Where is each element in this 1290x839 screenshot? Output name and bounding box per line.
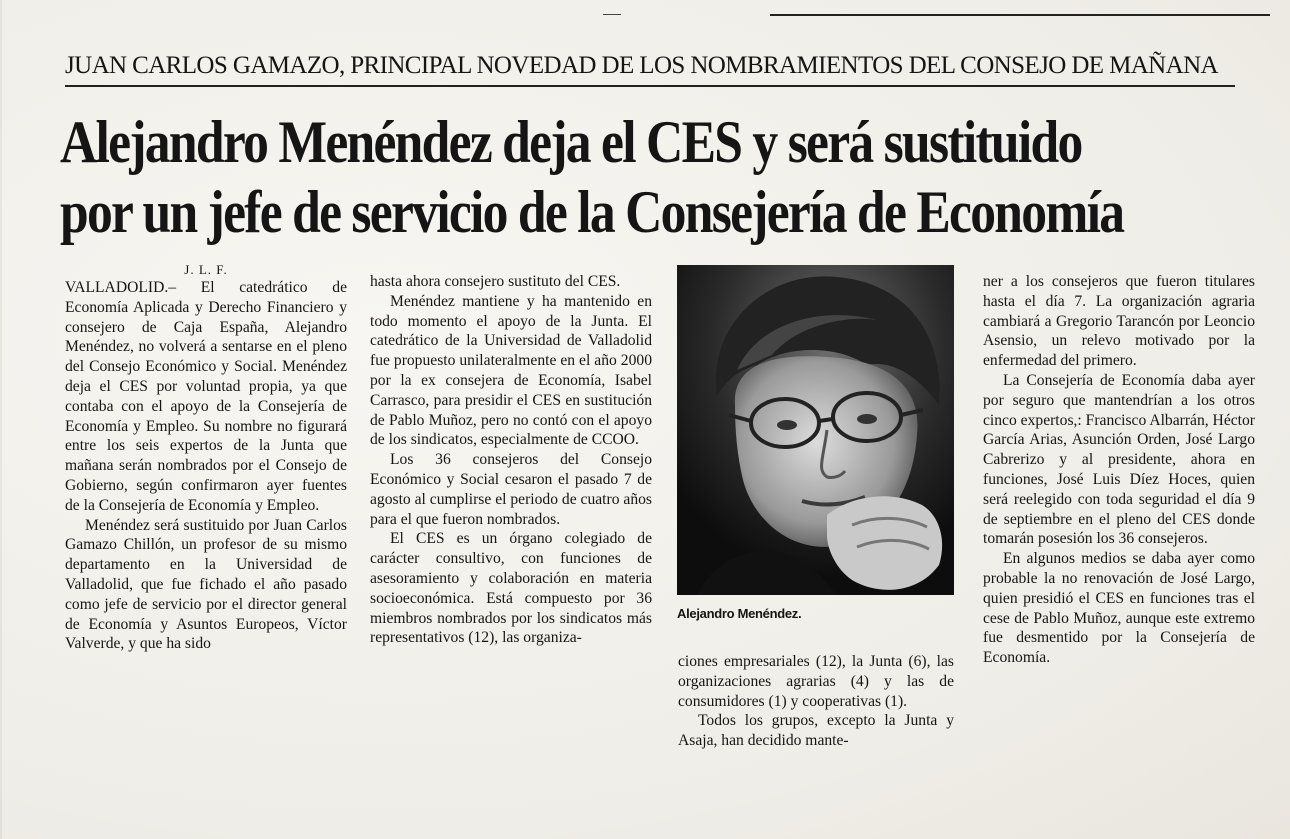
paragraph: El CES es un órgano colegiado de carácter consultivo, con funciones de asesoramiento y colaboración en materia socioeconómica. Está compuesto por 36 miembros nombrados por los sindicatos más representativos (12), las organiza- (370, 530, 652, 647)
paragraph: VALLADOLID.– El catedrático de Economía Aplicada y Derecho Financiero y consejero de Caja España, Alejandro Menéndez, no volverá a sentarse en el pleno del Consejo Económico y Social. Menéndez deja el CES por voluntad propia, ya que contaba con el apoyo de la Consejería de Economía y Empleo. Su nombre no figurará entre los seis expertos de la Junta que mañana serán nombrados por el Consejo de Gobierno, según confirmaron ayer fuentes de la Consejería de Economía y Empleo. (65, 279, 347, 514)
photo-caption: Alejandro Menéndez. (677, 606, 802, 621)
headline-line-1: Alejandro Menéndez deja el CES y será sustituido (60, 109, 1082, 175)
top-rule-short (603, 14, 621, 15)
article-headline (60, 107, 1124, 247)
paragraph: Todos los grupos, excepto la Junta y Asaja, han decidido mante- (678, 712, 954, 750)
article-column-3 (678, 652, 954, 751)
paragraph: ner a los consejeros que fueron titulares hasta el día 7. La organización agraria cambiará a Gregorio Tarancón por Leoncio Asensio, un relevo motivado por la enfermedad del primero. (983, 273, 1255, 370)
paragraph: Los 36 consejeros del Consejo Económico y Social cesaron el pasado 7 de agosto al cumplirse el periodo de cuatro años para el que fueron nombrados. (370, 451, 652, 528)
byline: J. L. F. (184, 262, 228, 277)
paragraph: hasta ahora consejero sustituto del CES. (370, 273, 621, 290)
headline-line-2: por un jefe de servicio de la Consejería de Economía (60, 179, 1124, 245)
article-column-4 (983, 272, 1255, 668)
paragraph: La Consejería de Economía daba ayer por seguro que mantendrían a los otros cinco expertos,: Francisco Albarrán, Héctor García Arias, Asunción Orden, José Largo Cabrerizo y al presidente, ahora en funciones, José Luis Díez Hoces, quien será reelegido con toda seguridad el día 9 de septiembre en el pleno del CES donde tomarán posesión los 36 consejeros. (983, 371, 1255, 548)
portrait-image (677, 265, 954, 595)
paragraph: ciones empresariales (12), la Junta (6), las organizaciones agrarias (4) y las de consumidores (1) y cooperativas (1). (678, 653, 954, 710)
article-kicker: JUAN CARLOS GAMAZO, PRINCIPAL NOVEDAD DE LOS NOMBRAMIENTOS DEL CONSEJO DE MAÑANA (65, 50, 1235, 87)
top-rule-long (770, 14, 1270, 16)
portrait-photo (677, 265, 954, 595)
paragraph: En algunos medios se daba ayer como probable la no renovación de José Largo, quien presidió el CES en funciones tras el cese de Pablo Muñoz, aunque este extremo fue desmentido por la Consejería de Economía. (983, 550, 1255, 667)
article-column-1 (65, 262, 347, 654)
article-column-2 (370, 272, 652, 648)
paragraph: Menéndez será sustituido por Juan Carlos Gamazo Chillón, un profesor de su mismo departamento en la Universidad de Valladolid, que fue fichado el año pasado como jefe de servicio por el director general de Economía y Asuntos Europeos, Víctor Valverde, y que ha sido (65, 516, 347, 653)
paragraph: Menéndez mantiene y ha mantenido en todo momento el apoyo de la Junta. El catedrático de la Universidad de Valladolid fue propuesto unilateralmente en el año 2000 por la ex consejera de Economía, Isabel Carrasco, para presidir el CES en sustitución de Pablo Muñoz, pero no contó con el apoyo de los sindicatos, especialmente de CCOO. (370, 292, 652, 449)
